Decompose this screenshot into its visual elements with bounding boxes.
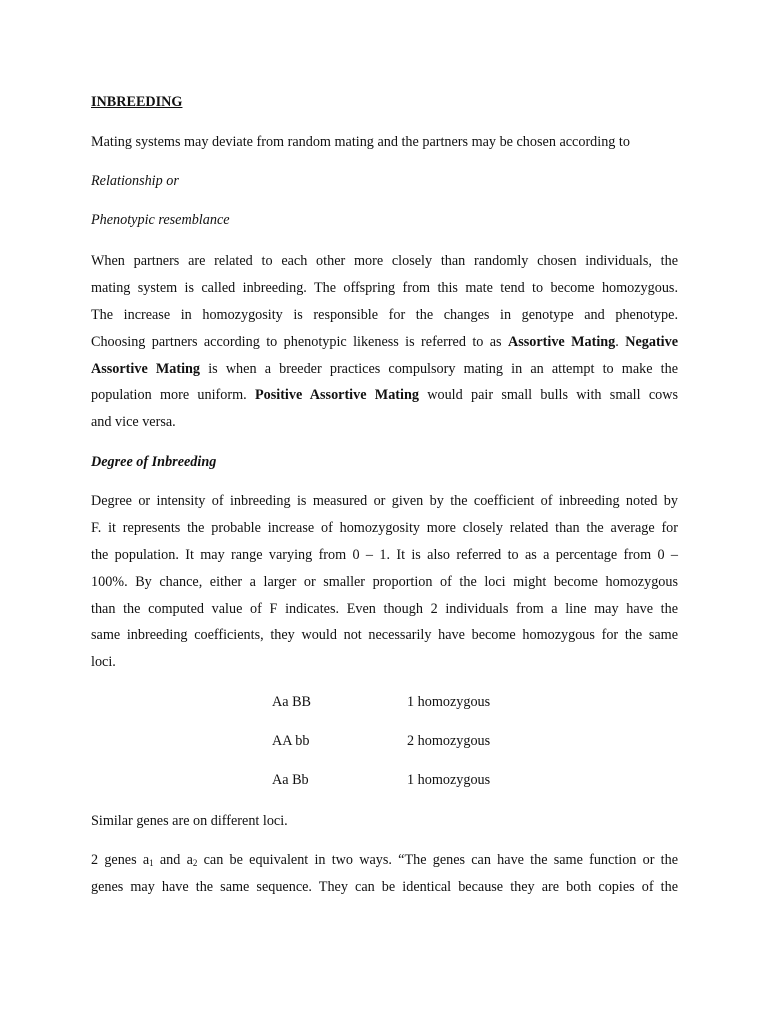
para1-line6 [91,387,678,403]
para2-line6: same inbreeding coefficients, they would not necessarily have become homozygous for the same [91,627,678,643]
para3-text-c: can be equivalent in two ways. “The genes can have the same function or the [197,852,678,868]
genotype-cell: Aa Bb [272,772,309,788]
para1-line6-text: population more uniform. [91,387,255,403]
para2-line3: the population. It may range varying from 0 – 1. It is also referred to as a percentage from 0 – [91,547,678,563]
homozygous-count-cell: 1 homozygous [407,772,491,788]
genotype-cell: AA bb [272,733,310,749]
para1-line5 [91,361,678,377]
para1-line6-tail: would pair small bulls with small cows [418,387,678,403]
para2-line7: loci. [91,654,116,670]
term-assortive-mating: Assortive Mating [507,334,616,350]
term-negative: Negative [625,334,679,350]
section-heading: INBREEDING [91,94,183,110]
para1-line3: The increase in homozygosity is responsible for the changes in genotype and phenotype. [91,307,678,323]
para1-line7: and vice versa. [91,414,176,430]
para1-line4 [91,334,678,350]
para3-text-b: and a [153,852,193,868]
intro-sentence: Mating systems may deviate from random mating and the partners may be chosen according to [91,134,630,150]
para1-line5-text: is when a breeder practices compulsory mating in an attempt to make the [200,361,678,377]
genotype-cell: Aa BB [272,694,312,710]
para3-text-a: 2 genes a [91,852,150,868]
term-positive-assortive-mating: Positive Assortive Mating [254,387,419,403]
para2-line2: F. it represents the probable increase of homozygosity more closely related than the average for [91,520,678,536]
term-assortive-mating-2: Assortive Mating [91,361,201,377]
subheading-degree: Degree of Inbreeding [91,454,217,470]
para1-line2: mating system is called inbreeding. The offspring from this mate tend to become homozygous. [91,280,678,296]
para1-line1: When partners are related to each other more closely than randomly chosen individuals, the [91,253,678,269]
para1-line4-sep: . [615,334,626,350]
criterion-relationship: Relationship or [91,173,179,189]
para1-line4-text: Choosing partners according to phenotypic likeness is referred to as [91,334,508,350]
para2-line4: 100%. By chance, either a larger or smaller proportion of the loci might become homozygous [91,574,678,590]
para3-line2: genes may have the same sequence. They can be identical because they are both copies of the [91,879,678,895]
criterion-phenotypic: Phenotypic resemblance [91,212,230,228]
homozygous-count-cell: 1 homozygous [407,694,491,710]
para2-line1: Degree or intensity of inbreeding is measured or given by the coefficient of inbreeding noted by [91,493,678,509]
subscript-2: 2 [192,858,198,868]
para3-line1 [91,852,678,868]
similar-genes-sentence: Similar genes are on different loci. [91,813,288,829]
subscript-1: 1 [149,858,154,868]
para2-line5: than the computed value of F indicates. Even though 2 individuals from a line may have the [91,601,678,617]
homozygous-count-cell: 2 homozygous [407,733,491,749]
